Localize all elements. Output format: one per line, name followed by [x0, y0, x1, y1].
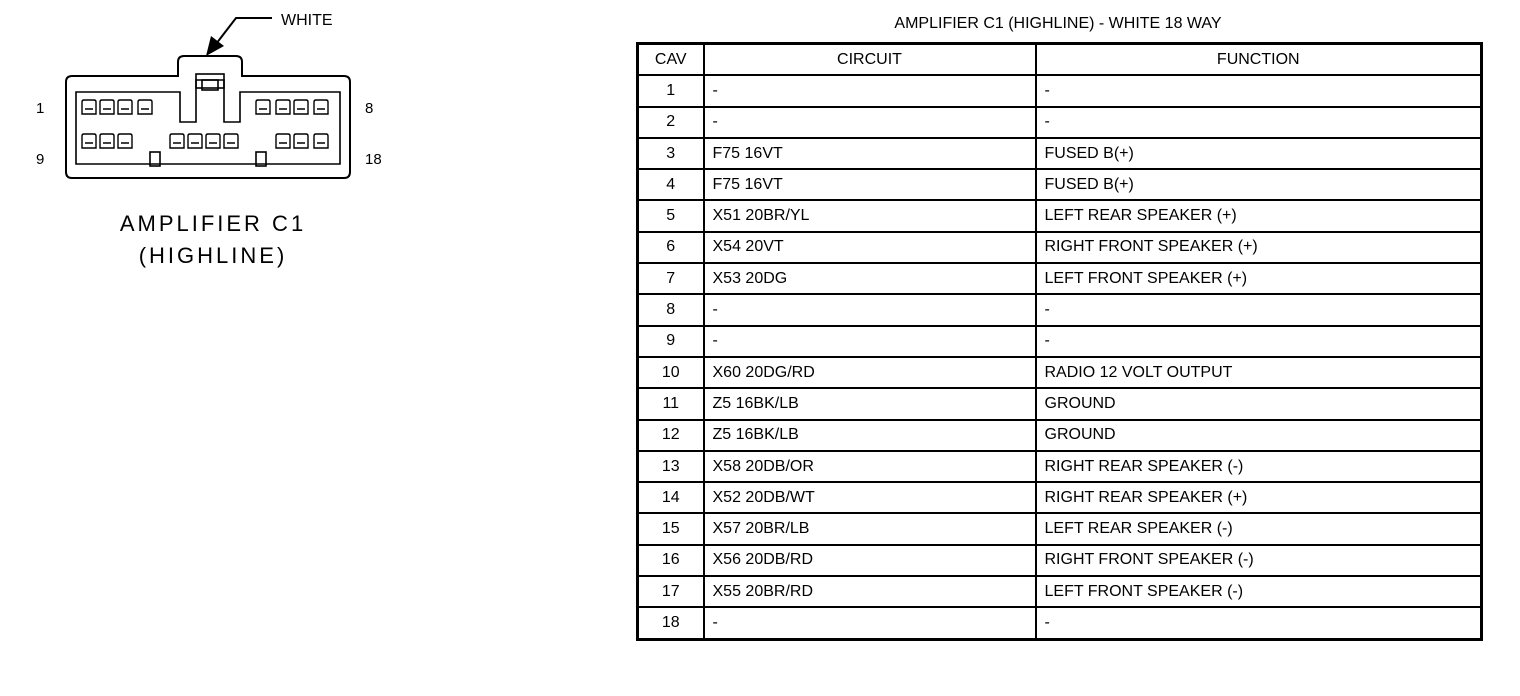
table-row [638, 388, 1482, 419]
table-row [638, 576, 1482, 607]
table-row [638, 607, 1482, 639]
cav-cell: 3 [638, 138, 704, 169]
terminal-cavity [118, 134, 132, 148]
terminal-cavity [188, 134, 202, 148]
cav-cell: 11 [638, 388, 704, 419]
cav-cell: 15 [638, 513, 704, 544]
function-cell: FUSED B(+) [1036, 169, 1482, 200]
terminal-cavity [314, 100, 328, 114]
function-cell: LEFT REAR SPEAKER (+) [1036, 200, 1482, 231]
header-cav: CAV [638, 44, 704, 76]
cav-cell: 8 [638, 294, 704, 325]
circuit-cell: - [704, 326, 1036, 357]
terminal-cavity [206, 134, 220, 148]
connector-name: AMPLIFIER C1 [119, 211, 307, 236]
function-cell: RIGHT FRONT SPEAKER (-) [1036, 545, 1482, 576]
function-cell: FUSED B(+) [1036, 138, 1482, 169]
pin-label-1: 1 [36, 100, 45, 117]
function-cell: RIGHT REAR SPEAKER (+) [1036, 482, 1482, 513]
cav-cell: 7 [638, 263, 704, 294]
function-cell: LEFT REAR SPEAKER (-) [1036, 513, 1482, 544]
terminal-cavity [294, 134, 308, 148]
table-row [638, 357, 1482, 388]
pin-label-18: 18 [365, 151, 382, 168]
table-row [638, 482, 1482, 513]
terminal-cavity [314, 134, 328, 148]
connector-subname: (HIGHLINE) [138, 243, 288, 268]
connector-face [76, 80, 340, 164]
circuit-cell: X56 20DB/RD [704, 545, 1036, 576]
pin-label-9: 9 [36, 151, 45, 168]
callout-arrow [216, 18, 272, 44]
function-cell: GROUND [1036, 388, 1482, 419]
table-header-row [638, 44, 1482, 76]
cav-cell: 5 [638, 200, 704, 231]
function-cell: RIGHT REAR SPEAKER (-) [1036, 451, 1482, 482]
circuit-cell: X53 20DG [704, 263, 1036, 294]
function-cell: RADIO 12 VOLT OUTPUT [1036, 357, 1482, 388]
cav-cell: 16 [638, 545, 704, 576]
terminal-cavity [294, 100, 308, 114]
cav-cell: 1 [638, 75, 704, 106]
cav-cell: 13 [638, 451, 704, 482]
color-callout-label: WHITE [281, 12, 333, 29]
cav-cell: 6 [638, 232, 704, 263]
function-cell: - [1036, 326, 1482, 357]
terminal-cavity [82, 134, 96, 148]
circuit-cell: X58 20DB/OR [704, 451, 1036, 482]
circuit-cell: F75 16VT [704, 169, 1036, 200]
pinout-table [636, 42, 1483, 641]
circuit-cell: Z5 16BK/LB [704, 388, 1036, 419]
header-circuit: CIRCUIT [704, 44, 1036, 76]
cav-cell: 18 [638, 607, 704, 639]
terminal-cavity [170, 134, 184, 148]
pin-label-8: 8 [365, 100, 374, 117]
table-row [638, 513, 1482, 544]
function-cell: - [1036, 75, 1482, 106]
circuit-cell: - [704, 294, 1036, 325]
circuit-cell: X60 20DG/RD [704, 357, 1036, 388]
terminal-cavity [82, 100, 96, 114]
function-cell: GROUND [1036, 420, 1482, 451]
cav-cell: 9 [638, 326, 704, 357]
table-row [638, 294, 1482, 325]
table-row [638, 263, 1482, 294]
table-row [638, 75, 1482, 106]
circuit-cell: X51 20BR/YL [704, 200, 1036, 231]
cav-cell: 4 [638, 169, 704, 200]
table-title: AMPLIFIER C1 (HIGHLINE) - WHITE 18 WAY [894, 15, 1222, 32]
terminal-cavity [276, 134, 290, 148]
table-row [638, 169, 1482, 200]
function-cell: - [1036, 107, 1482, 138]
cav-cell: 12 [638, 420, 704, 451]
table-row [638, 138, 1482, 169]
table-row [638, 451, 1482, 482]
cav-cell: 14 [638, 482, 704, 513]
function-cell: - [1036, 294, 1482, 325]
circuit-cell: Z5 16BK/LB [704, 420, 1036, 451]
terminal-cavity [138, 100, 152, 114]
circuit-cell: - [704, 607, 1036, 639]
cav-cell: 2 [638, 107, 704, 138]
terminal-cavity [118, 100, 132, 114]
function-cell: RIGHT FRONT SPEAKER (+) [1036, 232, 1482, 263]
circuit-cell: X54 20VT [704, 232, 1036, 263]
table-row [638, 200, 1482, 231]
table-row [638, 420, 1482, 451]
circuit-cell: X57 20BR/LB [704, 513, 1036, 544]
table-row [638, 326, 1482, 357]
function-cell: LEFT FRONT SPEAKER (-) [1036, 576, 1482, 607]
function-cell: LEFT FRONT SPEAKER (+) [1036, 263, 1482, 294]
terminal-cavity [224, 134, 238, 148]
circuit-cell: X52 20DB/WT [704, 482, 1036, 513]
circuit-cell: F75 16VT [704, 138, 1036, 169]
table-row [638, 232, 1482, 263]
terminal-cavity [276, 100, 290, 114]
terminal-cavities [82, 100, 328, 148]
circuit-cell: X55 20BR/RD [704, 576, 1036, 607]
cav-cell: 17 [638, 576, 704, 607]
cav-cell: 10 [638, 357, 704, 388]
terminal-cavity [256, 100, 270, 114]
terminal-cavity [100, 100, 114, 114]
circuit-cell: - [704, 75, 1036, 106]
callout-arrowhead [206, 36, 224, 56]
circuit-cell: - [704, 107, 1036, 138]
table-row [638, 107, 1482, 138]
connector-latch [196, 74, 224, 90]
header-function: FUNCTION [1036, 44, 1482, 76]
function-cell: - [1036, 607, 1482, 639]
table-row [638, 545, 1482, 576]
terminal-cavity [100, 134, 114, 148]
